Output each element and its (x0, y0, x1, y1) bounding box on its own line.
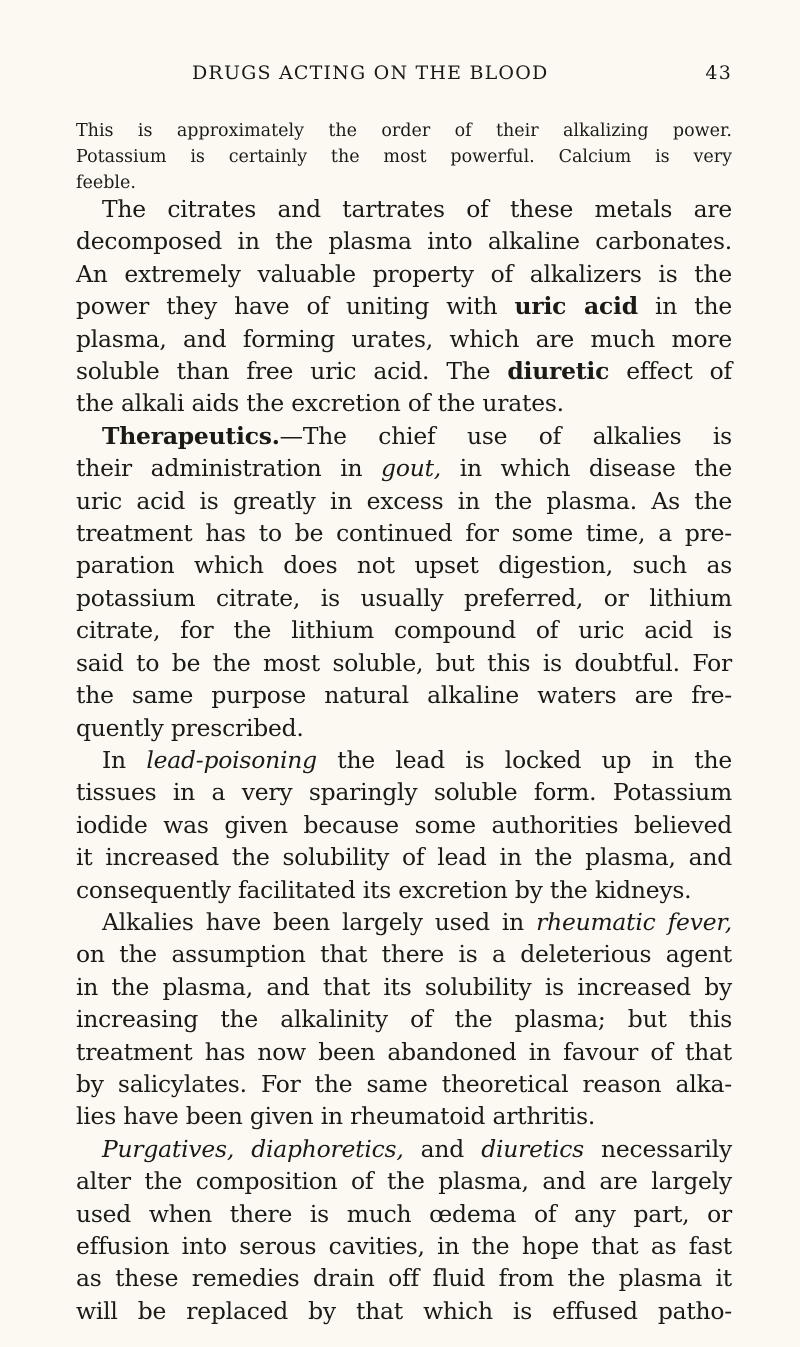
text-run: necessarily (583, 1134, 732, 1163)
text-run: effect of (609, 357, 732, 386)
text-line: treatment has to be continued for some time, a pre- (76, 519, 732, 548)
text-line: consequently facilitated its excretion by the kidneys. (76, 875, 692, 904)
italic-term-rheumatic-fever: rheumatic fever, (536, 907, 732, 936)
text-line: iodide was given because some authorities believed (76, 810, 732, 839)
text-line: This is approximately the order of their alkalizing power. (76, 121, 732, 141)
text-run: their administration in (76, 454, 382, 483)
text-line: Potassium is certainly the most powerful. Calcium is very (76, 147, 732, 167)
text-line: effusion into serous cavities, in the hope that as fast (76, 1232, 732, 1260)
text-line: in the plasma, and that its solubility is increased by (76, 972, 732, 1001)
page-number: 43 (705, 62, 732, 84)
text-line: plasma, and forming urates, which are much more (76, 324, 732, 353)
text-line: paration which does not upset digestion, such as (76, 551, 732, 580)
body-text (76, 193, 732, 1327)
header-title: DRUGS ACTING ON THE BLOOD (192, 62, 549, 84)
paragraph-therapeutics (76, 420, 732, 744)
text-line (76, 452, 732, 484)
text-run: In (102, 745, 147, 774)
text-line: decomposed in the plasma into alkaline carbonates. (76, 227, 732, 256)
text-run: in the (637, 292, 732, 321)
text-line: quently prescribed. (76, 713, 304, 742)
text-line: the alkali aids the excretion of the urates. (76, 389, 564, 418)
text-line (76, 744, 732, 776)
text-line: said to be the most soluble, but this is doubtful. For (76, 648, 732, 677)
paragraph-lead-poisoning (76, 744, 732, 906)
text-run: power they have of uniting with (76, 292, 515, 321)
paragraph-purgatives (76, 1133, 732, 1327)
text-line (76, 906, 732, 938)
text-line: used when there is much œdema of any part, or (76, 1199, 732, 1228)
text-line: as these remedies drain off fluid from the plasma it (76, 1264, 732, 1293)
keyword-diuretic: diuretic (507, 357, 610, 386)
text-line: it increased the solubility of lead in the plasma, and (76, 843, 732, 872)
italic-term-gout: gout, (381, 454, 442, 483)
text-line (76, 355, 732, 387)
text-run: soluble than free uric acid. The (76, 357, 508, 386)
italic-term-diuretics: diuretics (481, 1134, 584, 1163)
intro-paragraph (76, 118, 732, 196)
italic-term-purgatives-diaphoretics: Purgatives, diaphoretics, (102, 1134, 404, 1163)
paragraph-alkaline-carbonates (76, 193, 732, 420)
text-line: increasing the alkalinity of the plasma; but this (76, 1005, 732, 1034)
running-header (192, 62, 732, 92)
text-line: The citrates and tartrates of these metals are (102, 195, 732, 223)
italic-term-lead-poisoning: lead-poisoning (146, 745, 317, 774)
text-line: uric acid is greatly in excess in the plasma. As the (76, 486, 732, 515)
text-run: —The chief use of alkalies is (279, 421, 732, 450)
text-line: will be replaced by that which is effused patho- (76, 1296, 732, 1325)
text-run: and (403, 1134, 482, 1163)
paragraph-rheumatic-fever (76, 906, 732, 1133)
text-line: the same purpose natural alkaline waters are fre- (76, 681, 732, 710)
text-line (76, 1133, 732, 1165)
text-line: on the assumption that there is a deleterious agent (76, 940, 732, 969)
text-line: lies have been given in rheumatoid arthritis. (76, 1102, 596, 1131)
text-line: alter the composition of the plasma, and are largely (76, 1167, 732, 1196)
text-line: citrate, for the lithium compound of uric acid is (76, 616, 732, 645)
text-line (76, 420, 732, 452)
section-heading-therapeutics: Therapeutics. (102, 421, 280, 450)
text-run: the lead is locked up in the (316, 745, 732, 774)
text-line: feeble. (76, 173, 136, 193)
keyword-uric-acid: uric acid (514, 292, 638, 321)
text-line: tissues in a very sparingly soluble form. Potassium (76, 778, 732, 807)
text-line (76, 290, 732, 322)
text-run: Alkalies have been largely used in (102, 907, 537, 936)
text-line: treatment has now been abandoned in favour of that (76, 1037, 732, 1066)
text-line: potassium citrate, is usually preferred, or lithium (76, 583, 732, 612)
text-line: An extremely valuable property of alkalizers is the (76, 259, 732, 288)
text-run: in which disease the (441, 454, 733, 483)
text-line: by salicylates. For the same theoretical reason alka- (76, 1069, 732, 1098)
